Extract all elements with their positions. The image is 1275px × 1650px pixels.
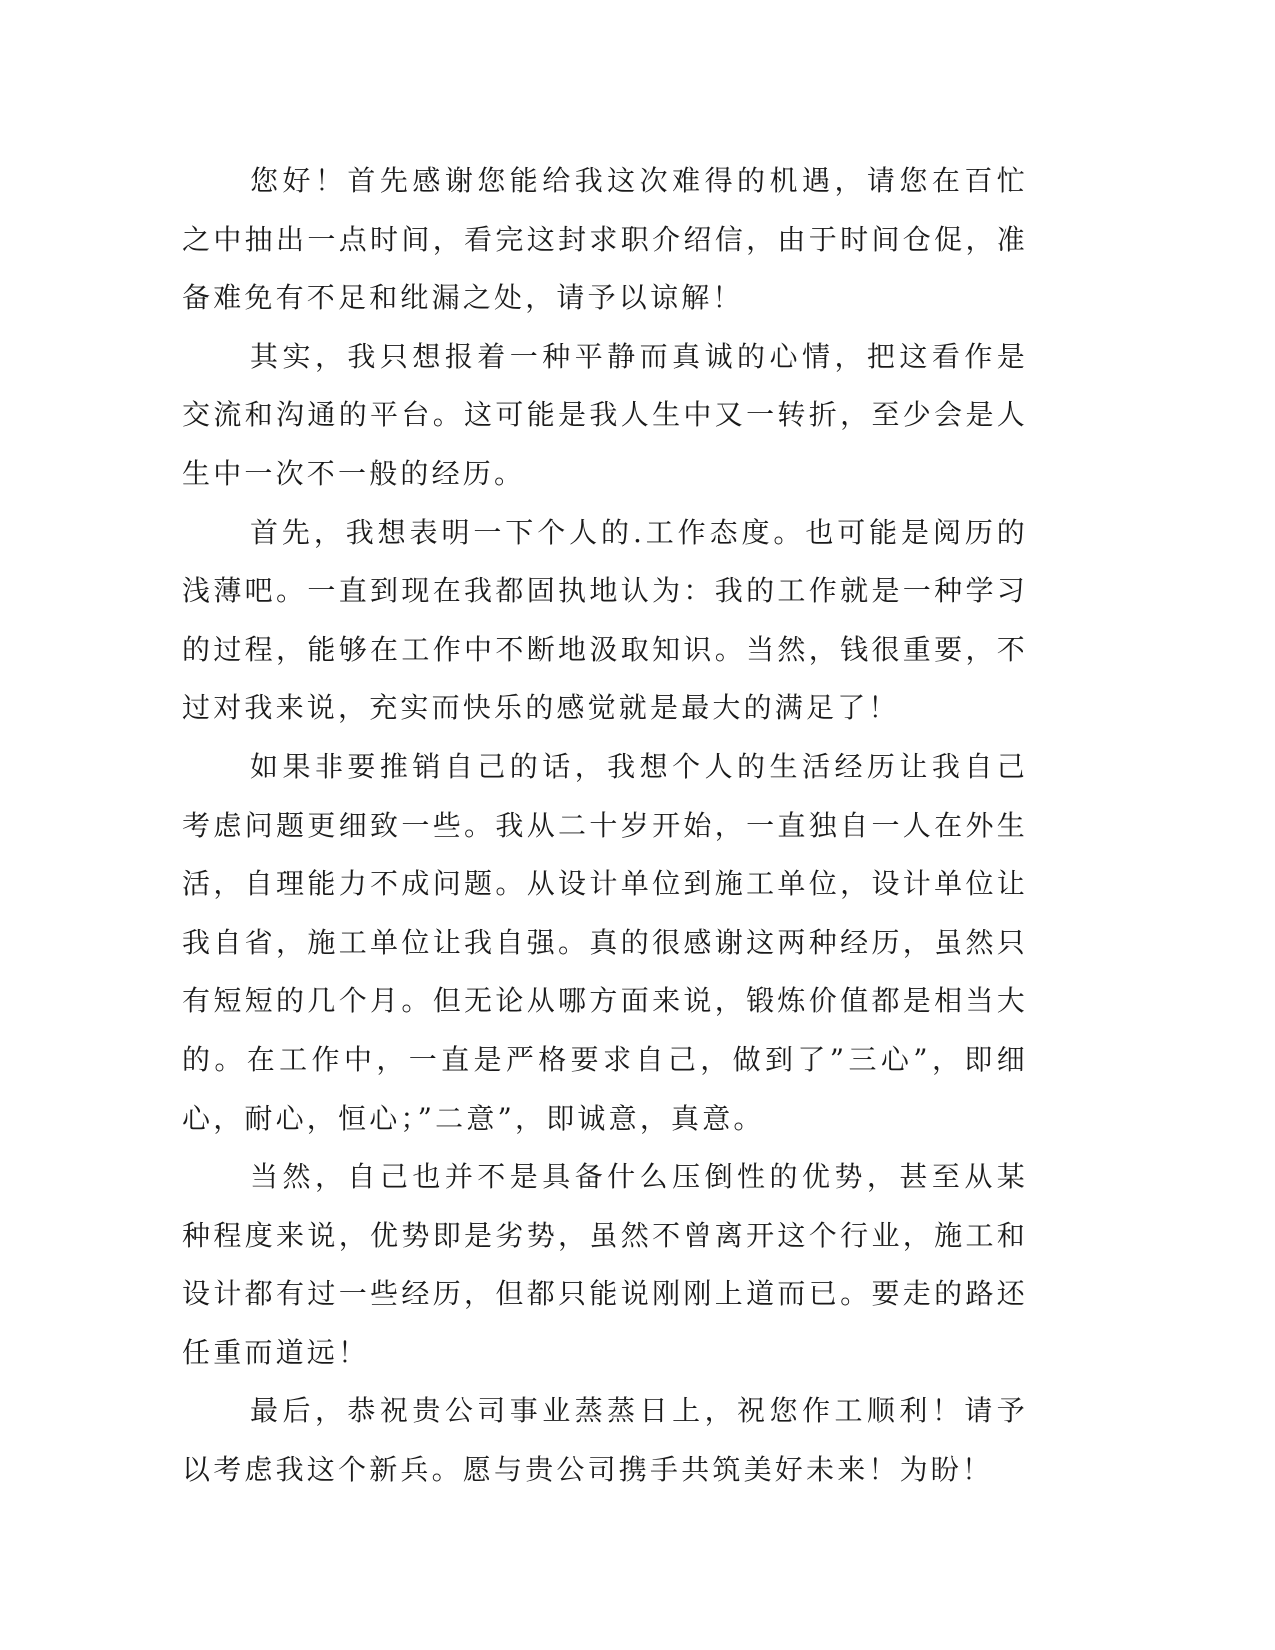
- paragraph-greeting: 您好！首先感谢您能给我这次难得的机遇，请您在百忙之中抽出一点时间，看完这封求职介绍信，由于时间仓促，准备难免有不足和纰漏之处，请予以谅解！: [182, 164, 1028, 315]
- paragraph-attitude-intro: 其实，我只想报着一种平静而真诚的心情，把这看作是交流和沟通的平台。这可能是我人生中又一转折，至少会是人生中一次不一般的经历。: [182, 339, 1028, 490]
- paragraph-work-attitude: 首先，我想表明一下个人的.工作态度。也可能是阅历的浅薄吧。一直到现在我都固执地认为：我的工作就是一种学习的过程，能够在工作中不断地汲取知识。当然，钱很重要，不过对我来说，充实而快乐的感觉就是最大的满足了！: [182, 515, 1028, 725]
- paragraph-experience: 如果非要推销自己的话，我想个人的生活经历让我自己考虑问题更细致一些。我从二十岁开始，一直独自一人在外生活，自理能力不成问题。从设计单位到施工单位，设计单位让我自省，施工单位让我自强。真的很感谢这两种经历，虽然只有短短的几个月。但无论从哪方面来说，锻炼价值都是相当大的。在工作中，一直是严格要求自己，做到了”三心”，即细心，耐心，恒心；”二意”，即诚意，真意。: [182, 749, 1028, 1135]
- paragraph-self-assessment: 当然，自己也并不是具备什么压倒性的优势，甚至从某种程度来说，优势即是劣势，虽然不曾离开这个行业，施工和设计都有过一些经历，但都只能说刚刚上道而已。要走的路还任重而道远！: [182, 1160, 1028, 1369]
- letter-body: [182, 152, 1028, 1500]
- paragraph-closing: 最后，恭祝贵公司事业蒸蒸日上，祝您作工顺利！请予以考虑我这个新兵。愿与贵公司携手共筑美好未来！为盼！: [182, 1394, 1028, 1487]
